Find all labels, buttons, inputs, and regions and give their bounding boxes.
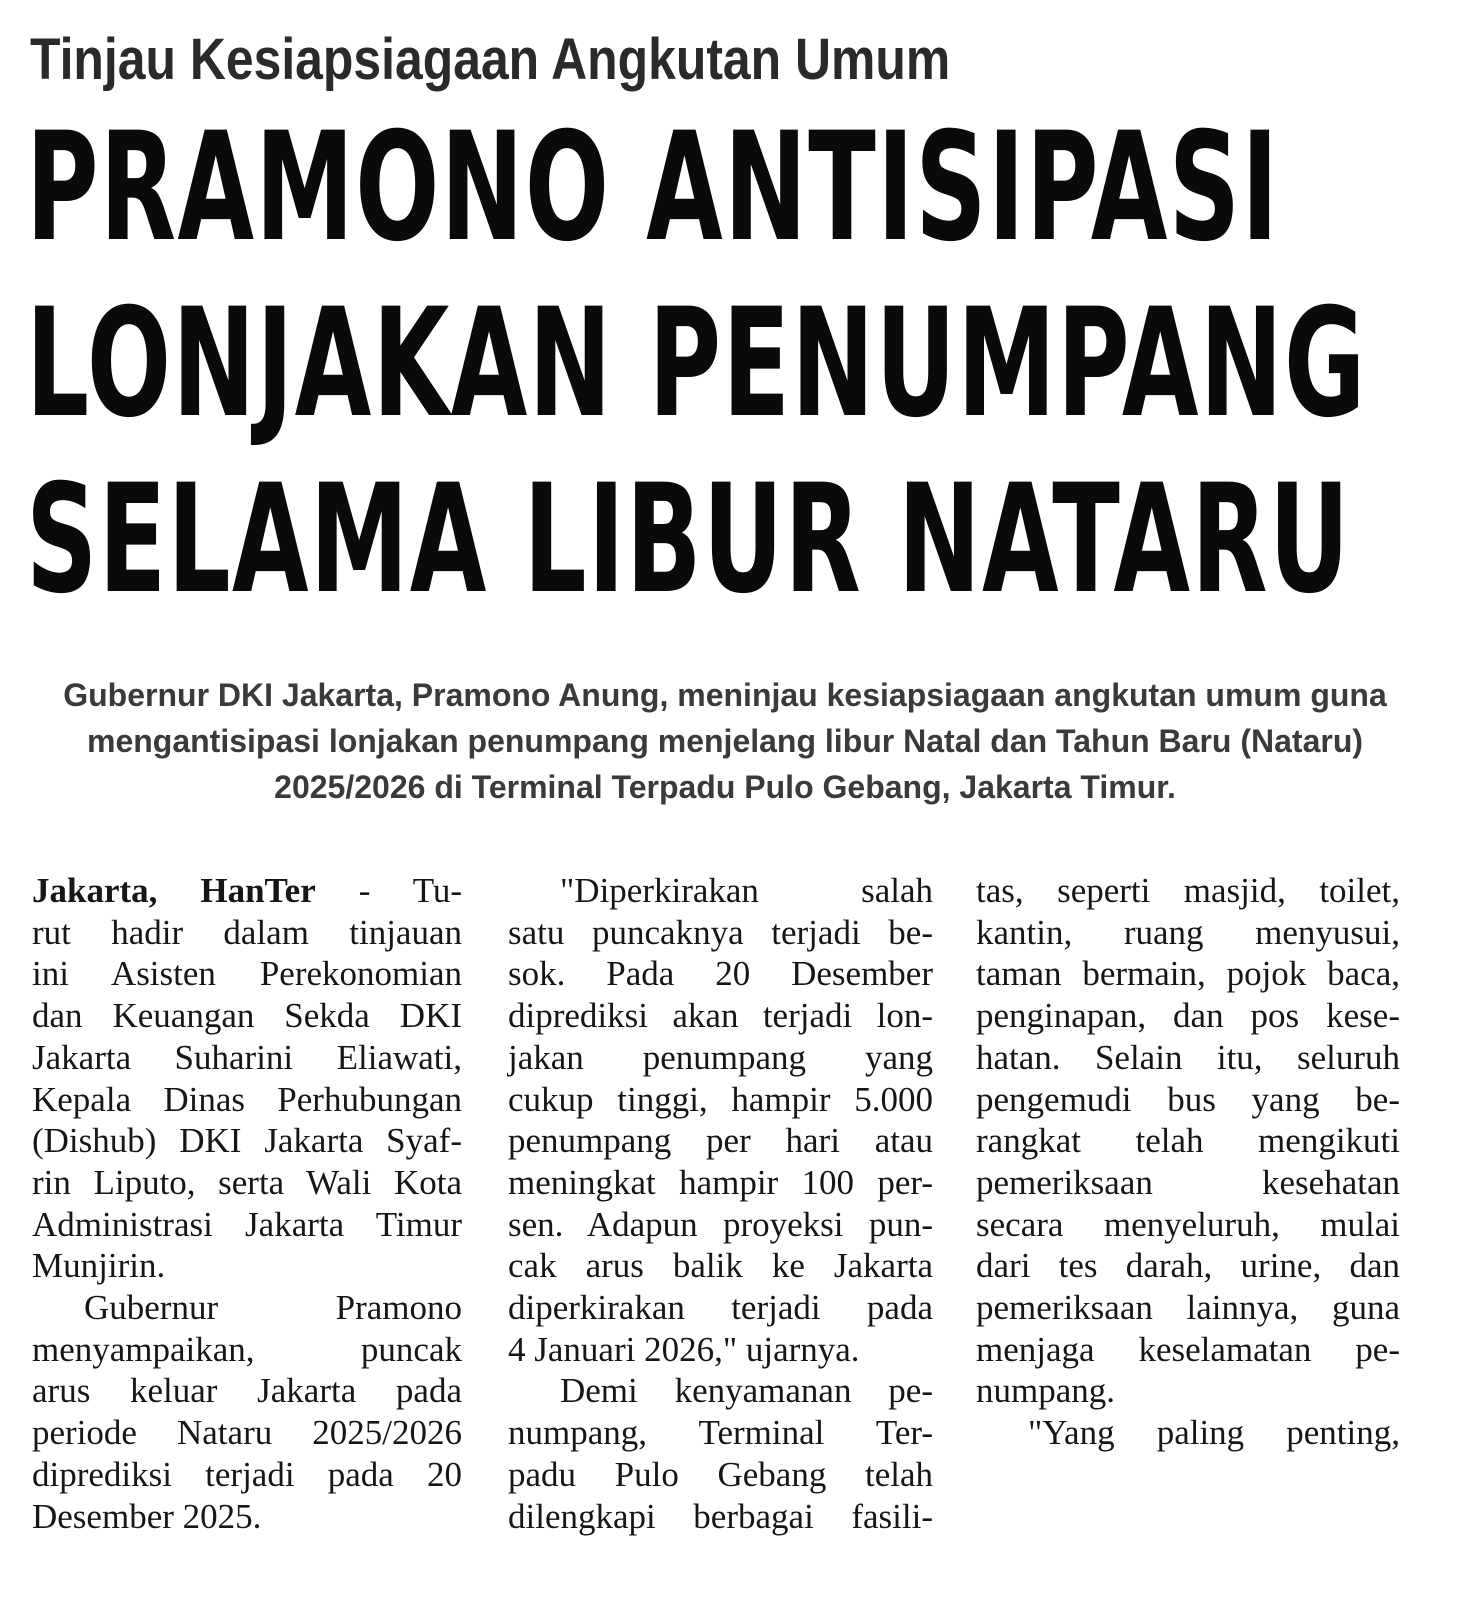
body-line: periode Nataru 2025/2026 [32,1413,462,1453]
body-line: Gubernur Pramono [84,1288,462,1328]
body-line: penginapan, dan pos kese- [976,996,1400,1036]
body-line: rin Liputo, serta Wali Kota [32,1162,462,1202]
body-line: "Yang paling penting, [1028,1413,1400,1453]
lede-line: mengantisipasi lonjakan penumpang menjelang libur Natal dan Tahun Baru (Nataru) [86,723,1364,759]
article-kicker: Tinjau Kesiapsiagaan Angkutan Umum [30,27,951,92]
body-column-1 [32,870,462,1537]
body-line: Desember 2025. [32,1496,262,1536]
body-line: tas, seperti masjid, toilet, [976,871,1400,910]
body-line: secara menyeluruh, mulai [976,1204,1400,1244]
body-line: Administrasi Jakarta Timur [32,1204,462,1244]
body-line: 4 Januari 2026," ujarnya. [508,1329,860,1369]
headline-line: LONJAKAN PENUMPANG [26,277,1367,451]
body-line: taman bermain, pojok baca, [976,954,1400,994]
body-line: padu Pulo Gebang telah [508,1454,933,1494]
lede-line: 2025/2026 di Terminal Terpadu Pulo Gebang, Jakarta Timur. [274,769,1176,805]
body-line: diprediksi terjadi pada 20 [32,1454,462,1494]
headline-line: PRAMONO ANTISIPASI [26,101,1280,275]
body-line: dan Keuangan Sekda DKI [32,996,462,1036]
body-line: cak arus balik ke Jakarta [508,1246,933,1286]
body-line: Jakarta Suharini Eliawati, [32,1037,462,1077]
body-line: dari tes darah, urine, dan [976,1246,1400,1286]
body-line: menjaga keselamatan pe- [976,1329,1400,1369]
body-line: arus keluar Jakarta pada [32,1371,462,1411]
article-lede [40,672,1410,810]
body-line: diperkirakan terjadi pada [508,1288,933,1328]
body-column-2 [508,870,933,1537]
body-line: satu puncaknya terjadi be- [508,912,933,952]
body-line: "Diperkirakan salah [560,871,933,910]
body-line: penumpang per hari atau [508,1121,933,1161]
article-body [0,870,1477,1610]
body-line: rangkat telah mengikuti [976,1121,1400,1161]
body-line: jakan penumpang yang [508,1037,933,1077]
body-line: menyampaikan, puncak [32,1329,462,1369]
body-line: numpang. [976,1371,1116,1411]
lede-line: Gubernur DKI Jakarta, Pramono Anung, meninjau kesiapsiagaan angkutan umum guna [63,677,1387,713]
body-line: rut hadir dalam tinjauan [32,912,462,952]
body-line: hatan. Selain itu, seluruh [976,1037,1400,1077]
body-line: ini Asisten Perekonomian [32,954,462,994]
body-column-3 [976,870,1400,1454]
body-line: Kepala Dinas Perhubungan [32,1079,462,1119]
body-line: Jakarta, HanTer - Tu- [32,871,463,910]
body-line: (Dishub) DKI Jakarta Syaf- [32,1121,462,1161]
body-line: Demi kenyamanan pe- [560,1371,933,1411]
body-line: Munjirin. [32,1246,166,1286]
article-headline [26,100,1477,628]
dateline: Jakarta, HanTer [32,871,316,910]
body-line: cukup tinggi, hampir 5.000 [508,1079,933,1119]
body-line: kantin, ruang menyusui, [976,912,1400,952]
body-line: sok. Pada 20 Desember [508,954,933,994]
body-line: numpang, Terminal Ter- [508,1413,933,1453]
headline-line: SELAMA LIBUR NATARU [26,453,1351,627]
body-line: dilengkapi berbagai fasili- [508,1496,933,1536]
body-line: pemeriksaan lainnya, guna [976,1288,1400,1328]
body-line: diprediksi akan terjadi lon- [508,996,933,1036]
body-line: pengemudi bus yang be- [976,1079,1400,1119]
body-line: meningkat hampir 100 per- [508,1162,933,1202]
body-line: pemeriksaan kesehatan [976,1162,1400,1202]
body-line: sen. Adapun proyeksi pun- [508,1204,933,1244]
